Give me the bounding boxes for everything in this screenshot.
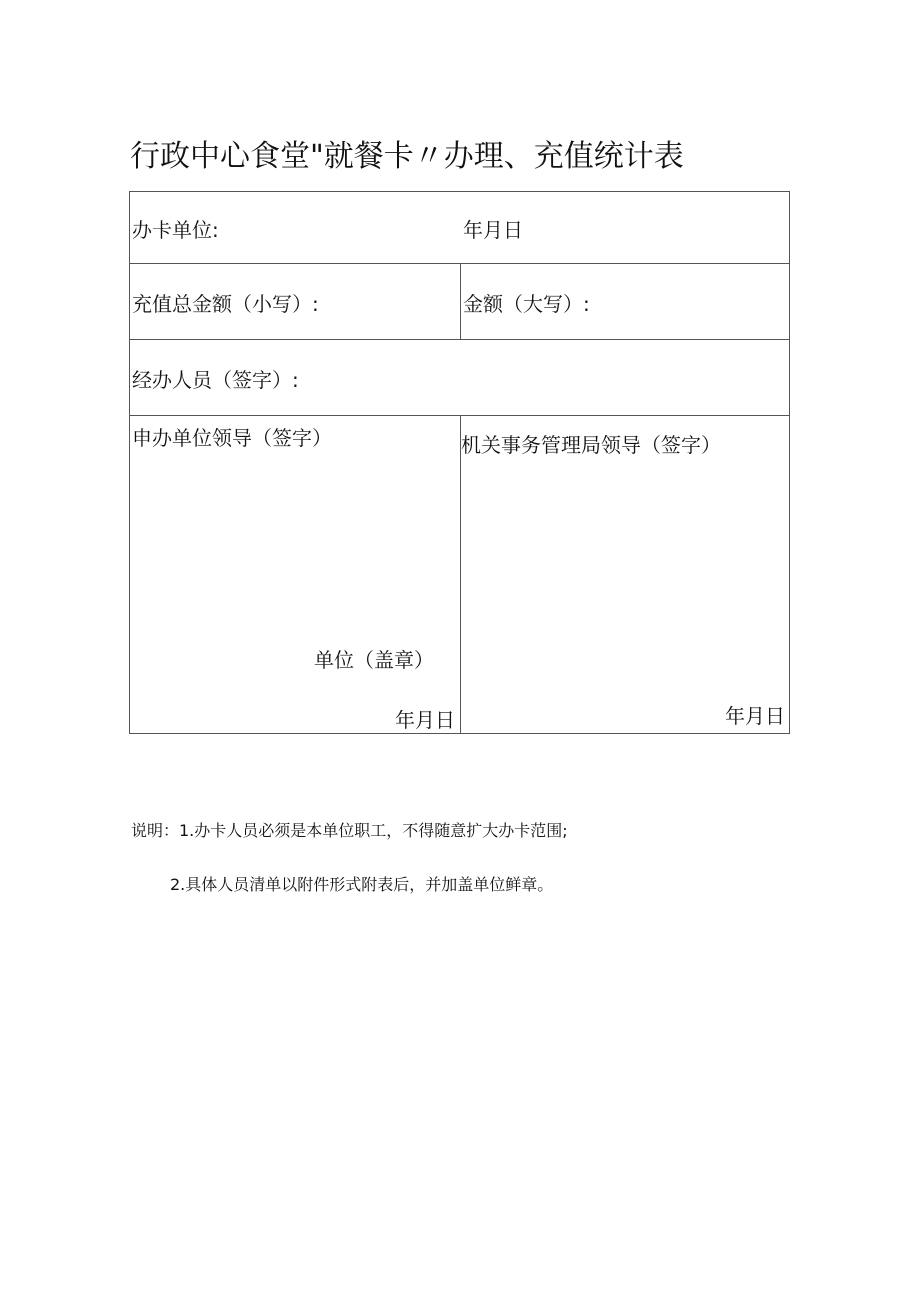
- note-line-2: 2.具体人员清单以附件形式附表后，并加盖单位鲜章。: [170, 875, 554, 894]
- row-divider-2: [130, 339, 789, 340]
- handler-signature-label: 经办人员（签字）:: [132, 368, 299, 392]
- applicant-leader-signature-label: 申办单位领导（签字）: [132, 426, 332, 450]
- column-divider-signatures: [460, 415, 461, 734]
- card-unit-label: 办卡单位:: [132, 218, 219, 242]
- note-line-1: 说明：1.办卡人员必须是本单位职工，不得随意扩大办卡范围;: [131, 821, 568, 840]
- date-header: 年月日: [463, 218, 523, 242]
- column-divider-amount: [460, 263, 461, 339]
- amount-capital-label: 金额（大写）:: [463, 292, 590, 316]
- bureau-date: 年月日: [725, 704, 785, 728]
- registration-form-table: [129, 191, 790, 734]
- applicant-date: 年月日: [395, 708, 455, 732]
- unit-seal-label: 单位（盖章）: [314, 648, 434, 672]
- bureau-leader-signature-label: 机关事务管理局领导（签字）: [461, 433, 721, 457]
- page-title: 行政中心食堂"就餐卡〃办理、充值统计表: [130, 139, 684, 174]
- recharge-total-small-label: 充值总金额（小写）:: [132, 292, 319, 316]
